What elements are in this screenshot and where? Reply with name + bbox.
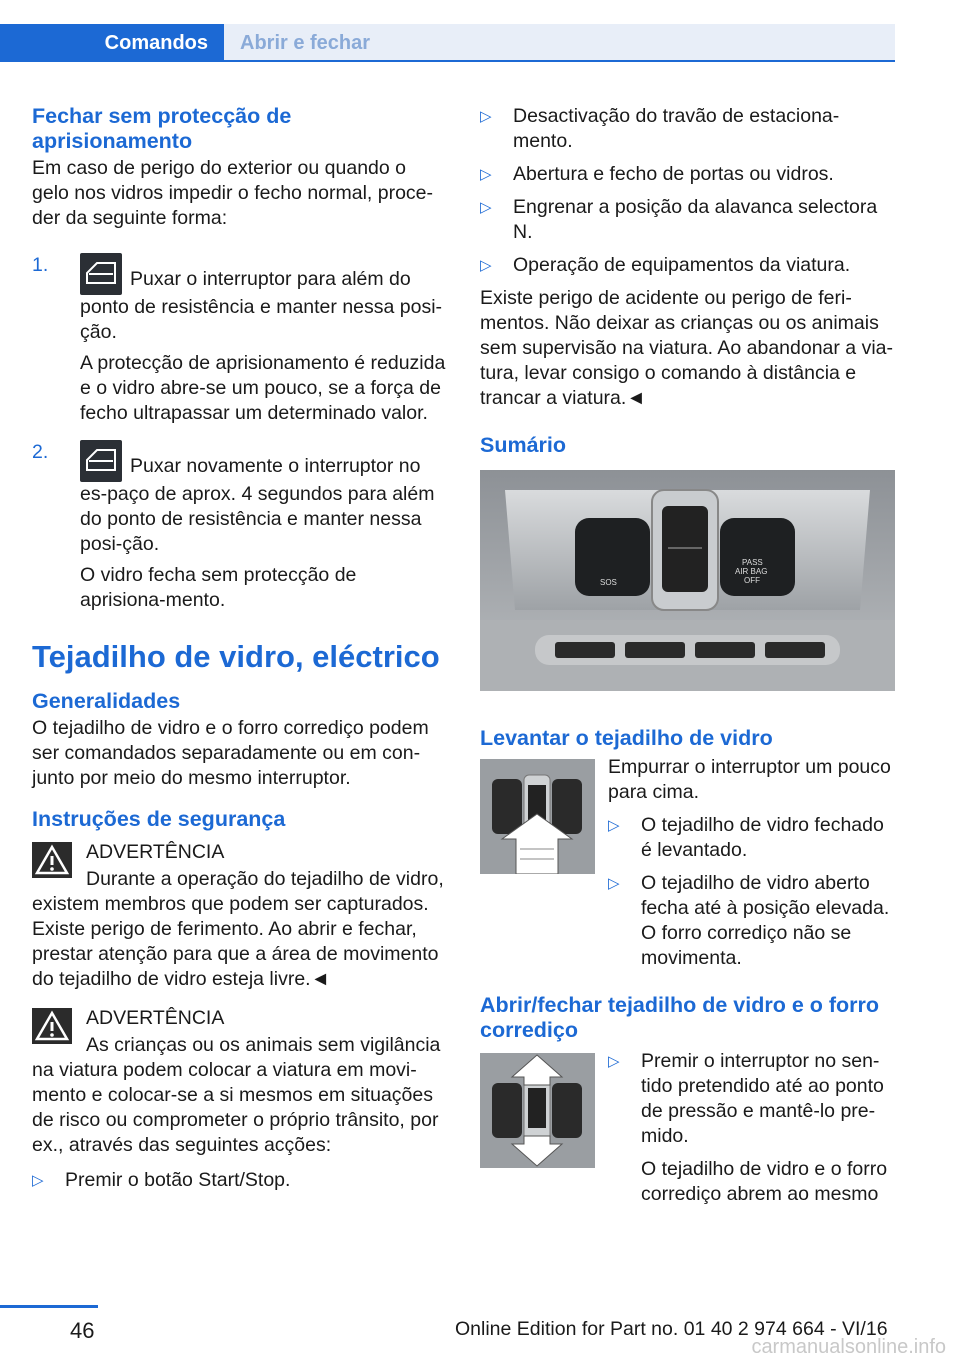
step-text: Puxar novamente o interruptor no es‐paço de aprox. 4 segundos para além do ponto de resistência e manter nessa posi‐ção. (80, 455, 435, 555)
paragraph-intro: Em caso de perigo do exterior ou quando o gelo nos vidros impedir o fecho normal, proce‐der da seguinte forma: (32, 157, 434, 229)
list-item-text: Engrenar a posição da alavanca selectora N. (513, 196, 878, 243)
list-item (480, 195, 895, 245)
right-column (480, 104, 895, 1217)
list-item-text: O tejadilho de vidro aberto fecha até à posição elevada. O forro corrediço não se movimenta. (641, 872, 890, 969)
list-item-text: Premir o interruptor no sen‐tido pretendido até ao ponto de pressão e mantê-lo pre‐mido. (641, 1050, 884, 1147)
overhead-console-photo (480, 470, 895, 691)
warning-1 (32, 840, 447, 865)
list-item (480, 162, 895, 187)
triangle-bullet-icon: ▷ (480, 108, 492, 125)
step-number: 1. (32, 254, 49, 276)
step-2 (32, 440, 447, 613)
switch-tilt-illustration (480, 759, 595, 874)
edition-text: Online Edition for Part no. 01 40 2 974 664 - VI/16 (455, 1318, 888, 1340)
window-switch-icon (80, 253, 122, 295)
triangle-bullet-icon: ▷ (608, 817, 620, 834)
footer-accent (0, 1305, 98, 1308)
list-item (32, 1168, 447, 1193)
triangle-bullet-icon: ▷ (480, 257, 492, 274)
page-number: 46 (70, 1318, 95, 1343)
heading-generalidades: Generalidades (32, 689, 181, 713)
step-sub: O vidro fecha sem protecção de aprisiona‐mento. (80, 564, 357, 611)
left-column (32, 104, 447, 1201)
warning-title: ADVERTÊNCIA (86, 841, 225, 863)
switch-slide-illustration (480, 1053, 595, 1168)
triangle-bullet-icon: ▷ (32, 1172, 44, 1189)
warning-text: Durante a operação do tejadilho de vidro, existem membros que podem ser capturados. Existe perigo de ferimento. Ao abrir e fechar, prestar atenção para que a área de movimento do tejadilho de vidro esteja livre.◄ (32, 868, 444, 990)
warning-icon (32, 842, 72, 878)
heading-fechar: Fechar sem protecção de aprisionamento (32, 104, 292, 153)
list-item (608, 871, 895, 971)
heading-abrir: Abrir/fechar tejadilho de vidro e o forro corrediço (480, 993, 880, 1042)
warning-title: ADVERTÊNCIA (86, 1007, 225, 1029)
tab-abrir-e-fechar[interactable]: Abrir e fechar (224, 24, 895, 62)
warning-icon (32, 1008, 72, 1044)
list-item-text: Premir o botão Start/Stop. (65, 1169, 291, 1191)
list-item (480, 104, 895, 154)
photo-label-airbag: AIR BAG (735, 567, 768, 576)
photo-label-off: OFF (744, 576, 760, 585)
photo-label-sos: SOS (600, 578, 617, 587)
triangle-bullet-icon: ▷ (608, 1053, 620, 1070)
heading-sumario: Sumário (480, 433, 567, 457)
heading-tejadilho: Tejadilho de vidro, eléctrico (32, 639, 440, 674)
warning-text: As crianças ou os animais sem vigilância na viatura podem colocar a viatura em movi‐mento e colocar-se a si mesmos em situações de risco ou comprometer o próprio trânsito, por ex., através das seguintes acções: (32, 1034, 441, 1156)
paragraph-levantar: Empurrar o interruptor um pouco para cima. (608, 756, 891, 803)
list-item (608, 813, 895, 863)
heading-levantar: Levantar o tejadilho de vidro (480, 726, 773, 750)
triangle-bullet-icon: ▷ (480, 166, 492, 183)
step-text: Puxar o interruptor para além do ponto de resistência e manter nessa posi‐ção. (80, 268, 443, 343)
step-sub: A protecção de aprisionamento é reduzida e o vidro abre-se um pouco, se a força de fecho ultrapassar um determinado valor. (80, 352, 446, 424)
watermark: carmanualsonline.info (751, 1336, 946, 1358)
header-divider (0, 60, 895, 62)
paragraph-abrir-sub: O tejadilho de vidro e o forro corrediço abrem ao mesmo (641, 1158, 888, 1205)
header-tabs (0, 0, 895, 62)
heading-seguranca: Instruções de segurança (32, 807, 286, 831)
window-switch-icon (80, 440, 122, 482)
triangle-bullet-icon: ▷ (480, 199, 492, 216)
list-item (480, 253, 895, 278)
photo-label-pass: PASS (742, 558, 763, 567)
paragraph-generalidades: O tejadilho de vidro e o forro corrediço podem ser comandados separadamente ou em con‐junto por meio do mesmo interruptor. (32, 717, 429, 789)
list-item-text: Abertura e fecho de portas ou vidros. (513, 163, 834, 185)
step-1 (32, 253, 447, 426)
list-item-text: O tejadilho de vidro fechado é levantado. (641, 814, 884, 861)
step-number: 2. (32, 441, 49, 463)
triangle-bullet-icon: ▷ (608, 875, 620, 892)
list-item-text: Operação de equipamentos da viatura. (513, 254, 851, 276)
list-item (608, 1049, 895, 1149)
list-item-text: Desactivação do travão de estaciona‐mento. (513, 105, 840, 152)
warning-2 (32, 1006, 447, 1031)
paragraph-perigo: Existe perigo de acidente ou perigo de feri‐mentos. Não deixar as crianças ou os animais sem supervisão na viatura. Ao abandonar a via‐tura, levar consigo o comando à distância e trancar a viatura.◄ (480, 287, 893, 409)
tab-comandos[interactable]: Comandos (0, 24, 224, 62)
